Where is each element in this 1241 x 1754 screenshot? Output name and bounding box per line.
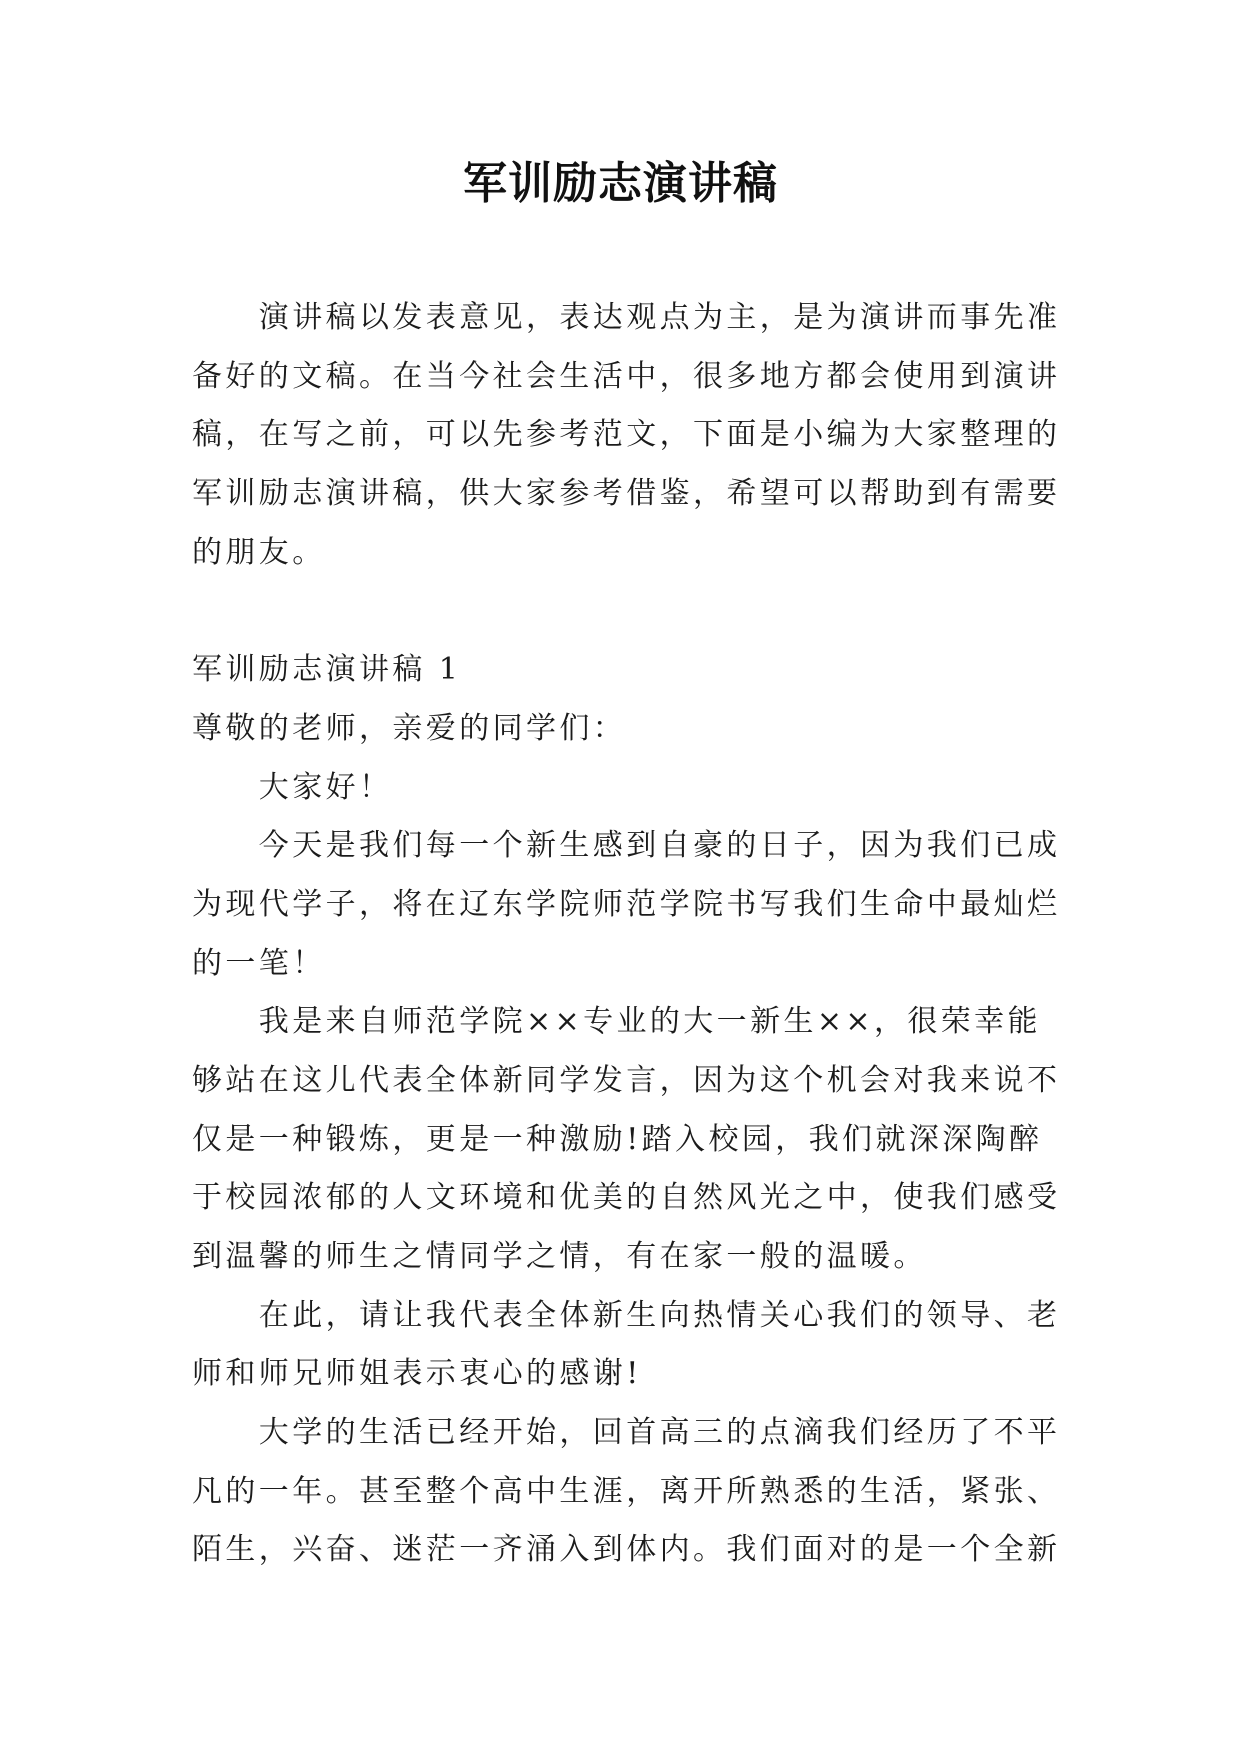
text-line: 演讲稿以发表意见，表达观点为主，是为演讲而事先准 bbox=[258, 300, 1061, 335]
text-line: 够站在这儿代表全体新同学发言，因为这个机会对我来说不 bbox=[192, 1062, 1061, 1098]
paragraph bbox=[192, 759, 1072, 818]
text-line: 到温馨的师生之情同学之情，有在家一般的温暖。 bbox=[192, 1239, 927, 1274]
text-line: 的朋友。 bbox=[192, 534, 326, 570]
text-line: 凡的一年。甚至整个高中生涯，离开所熟悉的生活，紧张、 bbox=[192, 1473, 1061, 1509]
text-line: 备好的文稿。在当今社会生活中，很多地方都会使用到演讲 bbox=[192, 358, 1061, 394]
text-line: 我是来自师范学院××专业的大一新生××，很荣幸能 bbox=[258, 1004, 1041, 1040]
text-line: 陌生，兴奋、迷茫一齐涌入到体内。我们面对的是一个全新 bbox=[192, 1532, 1061, 1568]
paragraph bbox=[192, 817, 1072, 993]
section-heading: 军训励志演讲稿 1 bbox=[192, 652, 462, 688]
blank-line bbox=[192, 582, 1072, 641]
text-line: 的一笔！ bbox=[192, 945, 326, 981]
text-line: 师和师兄师姐表示衷心的感谢! bbox=[192, 1356, 642, 1392]
text-line: 在此，请让我代表全体新生向热情关心我们的领导、老 bbox=[258, 1297, 1061, 1333]
document-title: 军训励志演讲稿 bbox=[463, 158, 778, 209]
text-line: 于校园浓郁的人文环境和优美的自然风光之中，使我们感受 bbox=[192, 1180, 1061, 1216]
paragraph bbox=[192, 993, 1072, 1286]
text-line: 军训励志演讲稿，供大家参考借鉴，希望可以帮助到有需要 bbox=[192, 476, 1061, 512]
intro-paragraph bbox=[192, 289, 1072, 582]
paragraph bbox=[192, 1287, 1072, 1404]
document-body bbox=[192, 289, 1072, 1580]
salutation: 尊敬的老师，亲爱的同学们： bbox=[192, 710, 627, 746]
text-line: 仅是一种锻炼，更是一种激励!踏入校园，我们就深深陶醉 bbox=[192, 1121, 1043, 1157]
text-line: 大学的生活已经开始，回首高三的点滴我们经历了不平 bbox=[258, 1415, 1061, 1451]
text-line: 今天是我们每一个新生感到自豪的日子，因为我们已成 bbox=[258, 828, 1061, 864]
paragraph bbox=[192, 1404, 1072, 1580]
text-line: 大家好！ bbox=[258, 769, 393, 805]
text-line: 稿，在写之前，可以先参考范文，下面是小编为大家整理的 bbox=[192, 417, 1061, 453]
text-line: 为现代学子，将在辽东学院师范学院书写我们生命中最灿烂 bbox=[192, 886, 1061, 922]
